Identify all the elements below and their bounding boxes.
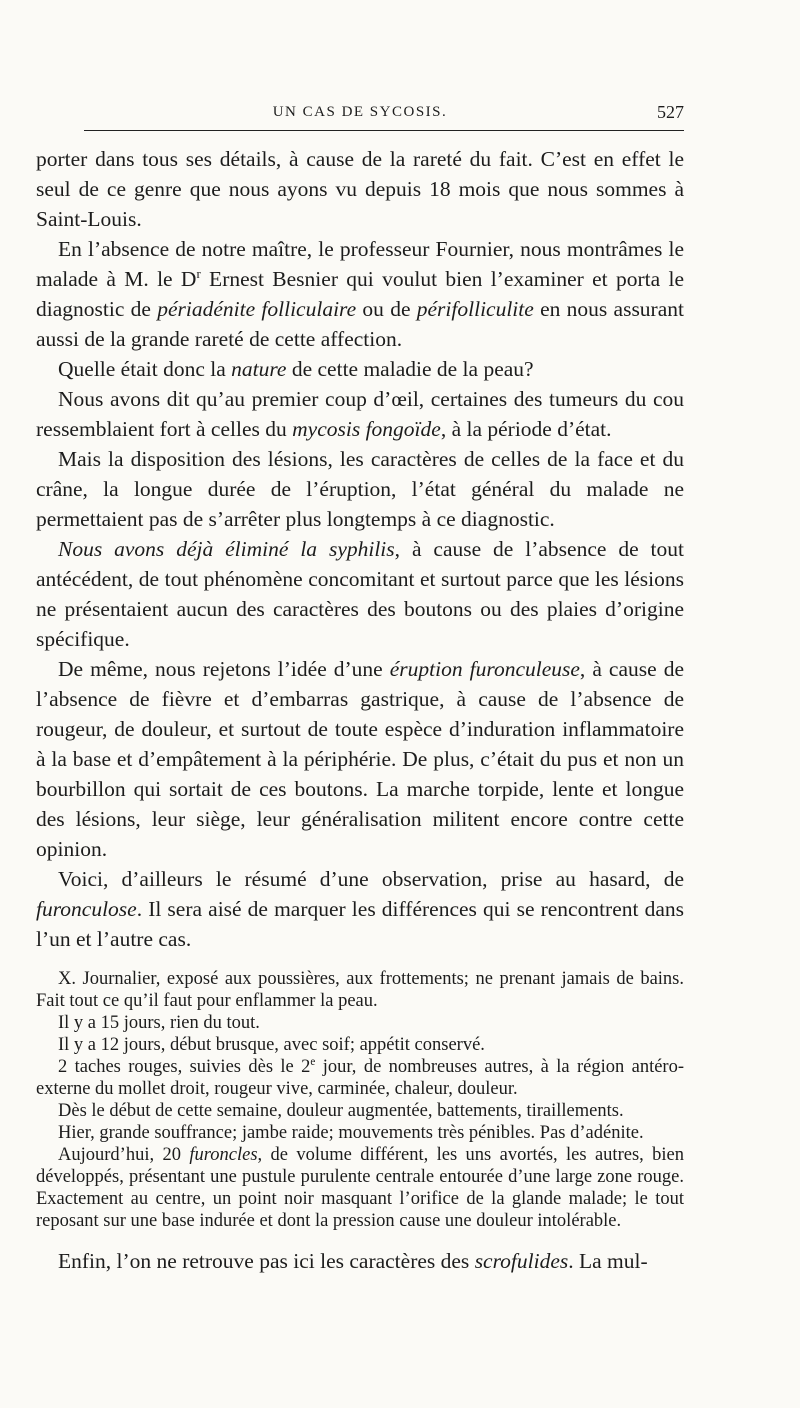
paragraph — [36, 354, 684, 384]
observation-paragraph — [36, 1012, 684, 1034]
paragraph-text: de cette maladie de la peau? — [286, 357, 534, 381]
paragraph-text: Quelle était donc la — [58, 357, 232, 381]
paragraph — [36, 864, 684, 954]
running-header — [36, 98, 684, 126]
observation-text: 2 taches rouges, suivies dès le 2 — [58, 1057, 311, 1077]
paragraph — [36, 534, 684, 654]
italic-term: nature — [231, 357, 287, 381]
observation-text: Aujourd’hui, 20 — [58, 1145, 190, 1165]
page-number: 527 — [657, 102, 684, 122]
superscript: r — [196, 266, 201, 281]
italic-term: périadénite folliculaire — [157, 297, 357, 321]
paragraph-text: , à cause de l’absence de fièvre et d’embarras gastrique, à cause de l’absence de rougeur, de douleur, et surtout de toute espèce d’induration inflammatoire à la base et d’empâtement à la périphérie. De plus, c’était du pus et non un bourbillon qui sortait de ces boutons. La marche torpide, lente et longue des lésions, leur siège, leur généralisation militent encore contre cette opinion. — [36, 657, 684, 861]
italic-term: furoncles — [189, 1145, 258, 1165]
italic-term: éruption furonculeuse — [389, 657, 580, 681]
observation-paragraph — [36, 1144, 684, 1232]
italic-term: Nous avons déjà éliminé la syphilis — [58, 537, 395, 561]
observation-text: Il y a 12 jours, début brusque, avec soif; appétit conservé. — [58, 1035, 485, 1055]
paragraph-text: De même, nous rejetons l’idée d’une — [58, 657, 390, 681]
observation-paragraph — [36, 1034, 684, 1056]
observation-paragraph — [36, 1100, 684, 1122]
paragraph-text: , à la période d’état. — [440, 417, 612, 441]
paragraph-text: ou de — [356, 297, 417, 321]
italic-term: mycosis fongoïde — [292, 417, 441, 441]
running-title: UN CAS DE SYCOSIS. — [272, 104, 448, 120]
observation-text: X. Journalier, exposé aux poussières, aux frottements; ne prenant jamais de bains. Fait tout ce qu’il faut pour enflammer la peau. — [36, 969, 684, 1011]
paragraph-text: Voici, d’ailleurs le résumé d’une observation, prise au hasard, de — [58, 867, 684, 891]
italic-term: périfolliculite — [416, 297, 534, 321]
paragraph — [36, 444, 684, 534]
italic-term: furonculose — [36, 897, 137, 921]
observation-paragraph — [36, 1056, 684, 1100]
paragraph-text: . La mul- — [568, 1249, 648, 1273]
paragraph — [36, 1246, 684, 1276]
paragraph-text: Enfin, l’on ne retrouve pas ici les caractères des — [58, 1249, 475, 1273]
paragraph — [36, 384, 684, 444]
observation-text: Il y a 15 jours, rien du tout. — [58, 1013, 260, 1033]
observation-text: jour, de nombreuses autres, à la région antéro-externe du mollet droit, rougeur vive, carminée, chaleur, douleur. — [36, 1057, 684, 1099]
header-rule — [84, 130, 684, 131]
paragraph — [36, 234, 684, 354]
paragraph-text: Nous avons dit qu’au premier coup d’œil, certaines des tumeurs du cou ressemblaient fort à celles du — [36, 387, 684, 441]
observation-paragraph — [36, 968, 684, 1012]
paragraph-text: En l’absence de notre maître, le professeur Fournier, nous montrâmes le malade à M. le D — [36, 237, 684, 291]
superscript: e — [310, 1055, 316, 1068]
paragraph-text: en nous assurant aussi de la grande rareté de cette affection. — [36, 297, 684, 351]
paragraph — [36, 654, 684, 864]
italic-term: scrofulides — [474, 1249, 569, 1273]
paragraph — [36, 144, 684, 234]
paragraph-text: , à cause de l’absence de tout antécédent, de tout phénomène concomitant et surtout parce que les lésions ne présentaient aucun des caractères des boutons ou des plaies d’origine spécifique. — [36, 537, 684, 651]
paragraph-text: . Il sera aisé de marquer les différences qui se rencontrent dans l’un et l’autre cas. — [36, 897, 684, 951]
paragraph-text: porter dans tous ses détails, à cause de la rareté du fait. C’est en effet le seul de ce genre que nous ayons vu depuis 18 mois que nous sommes à Saint-Louis. — [36, 147, 684, 231]
observation-paragraph — [36, 1122, 684, 1144]
paragraph-text: Ernest Besnier qui voulut bien l’examiner et porta le diagnostic de — [36, 267, 684, 321]
observation-text: Hier, grande souffrance; jambe raide; mouvements très pénibles. Pas d’adénite. — [58, 1123, 644, 1143]
main-text — [36, 144, 684, 1276]
observation-text: Dès le début de cette semaine, douleur augmentée, battements, tiraillements. — [58, 1101, 624, 1121]
paragraph-text: Mais la disposition des lésions, les caractères de celles de la face et du crâne, la longue durée de l’éruption, l’état général du malade ne permettaient pas de s’arrêter plus longtemps à ce diagnostic. — [36, 447, 684, 531]
observation-text: , de volume différent, les uns avortés, les autres, bien développés, présentant une pustule purulente centrale entourée d’une large zone rouge. Exactement au centre, un point noir masquant l’orifice de la glande malade; le tout reposant sur une base indurée et dont la pression cause une douleur intolérable. — [36, 1145, 684, 1231]
